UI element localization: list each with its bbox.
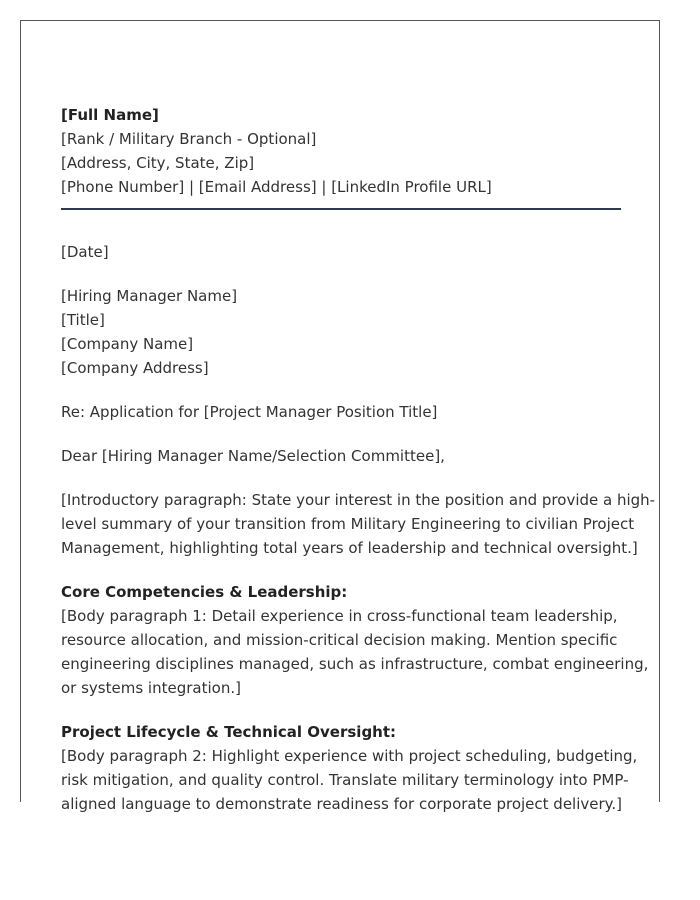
paragraph-line: resource allocation, and mission-critical decision making. Mention specific [61,631,618,649]
recipient-company-address: [Company Address] [61,359,209,377]
full-name: [Full Name] [61,106,159,124]
recipient-block [61,284,621,380]
header-divider [61,208,621,210]
spacer [61,560,621,580]
paragraph-line: [Introductory paragraph: State your interest in the position and provide a high- [61,491,656,509]
subject-line: Re: Application for [Project Manager Position Title] [61,403,438,421]
contact-line: [Phone Number] | [Email Address] | [LinkedIn Profile URL] [61,178,492,196]
letter-content [61,103,656,816]
recipient-company: [Company Name] [61,335,194,353]
rank-branch: [Rank / Military Branch - Optional] [61,130,317,148]
sender-block [61,103,621,199]
section-heading: Project Lifecycle & Technical Oversight: [61,723,397,741]
paragraph-line: Management, highlighting total years of leadership and technical oversight.] [61,539,638,557]
salutation: Dear [Hiring Manager Name/Selection Committee], [61,447,445,465]
letter-date: [Date] [61,243,109,261]
paragraph-line: level summary of your transition from Military Engineering to civilian Project [61,515,635,533]
recipient-name: [Hiring Manager Name] [61,287,238,305]
paragraph-line: or systems integration.] [61,679,241,697]
intro-paragraph [61,488,656,560]
paragraph-line: [Body paragraph 2: Highlight experience with project scheduling, budgeting, [61,747,638,765]
spacer [61,264,621,284]
spacer [61,380,621,400]
sender-address: [Address, City, State, Zip] [61,154,255,172]
paragraph-line: aligned language to demonstrate readiness for corporate project delivery.] [61,795,623,813]
paragraph-line: engineering disciplines managed, such as infrastructure, combat engineering, [61,655,649,673]
spacer [61,468,621,488]
section-heading: Core Competencies & Leadership: [61,583,348,601]
spacer [61,424,621,444]
letter-page [20,20,660,813]
section-core-competencies [61,580,649,700]
spacer [61,700,621,720]
paragraph-line: risk mitigation, and quality control. Translate military terminology into PMP- [61,771,629,789]
paragraph-line: [Body paragraph 1: Detail experience in cross-functional team leadership, [61,607,618,625]
recipient-title: [Title] [61,311,105,329]
section-project-lifecycle [61,720,638,816]
